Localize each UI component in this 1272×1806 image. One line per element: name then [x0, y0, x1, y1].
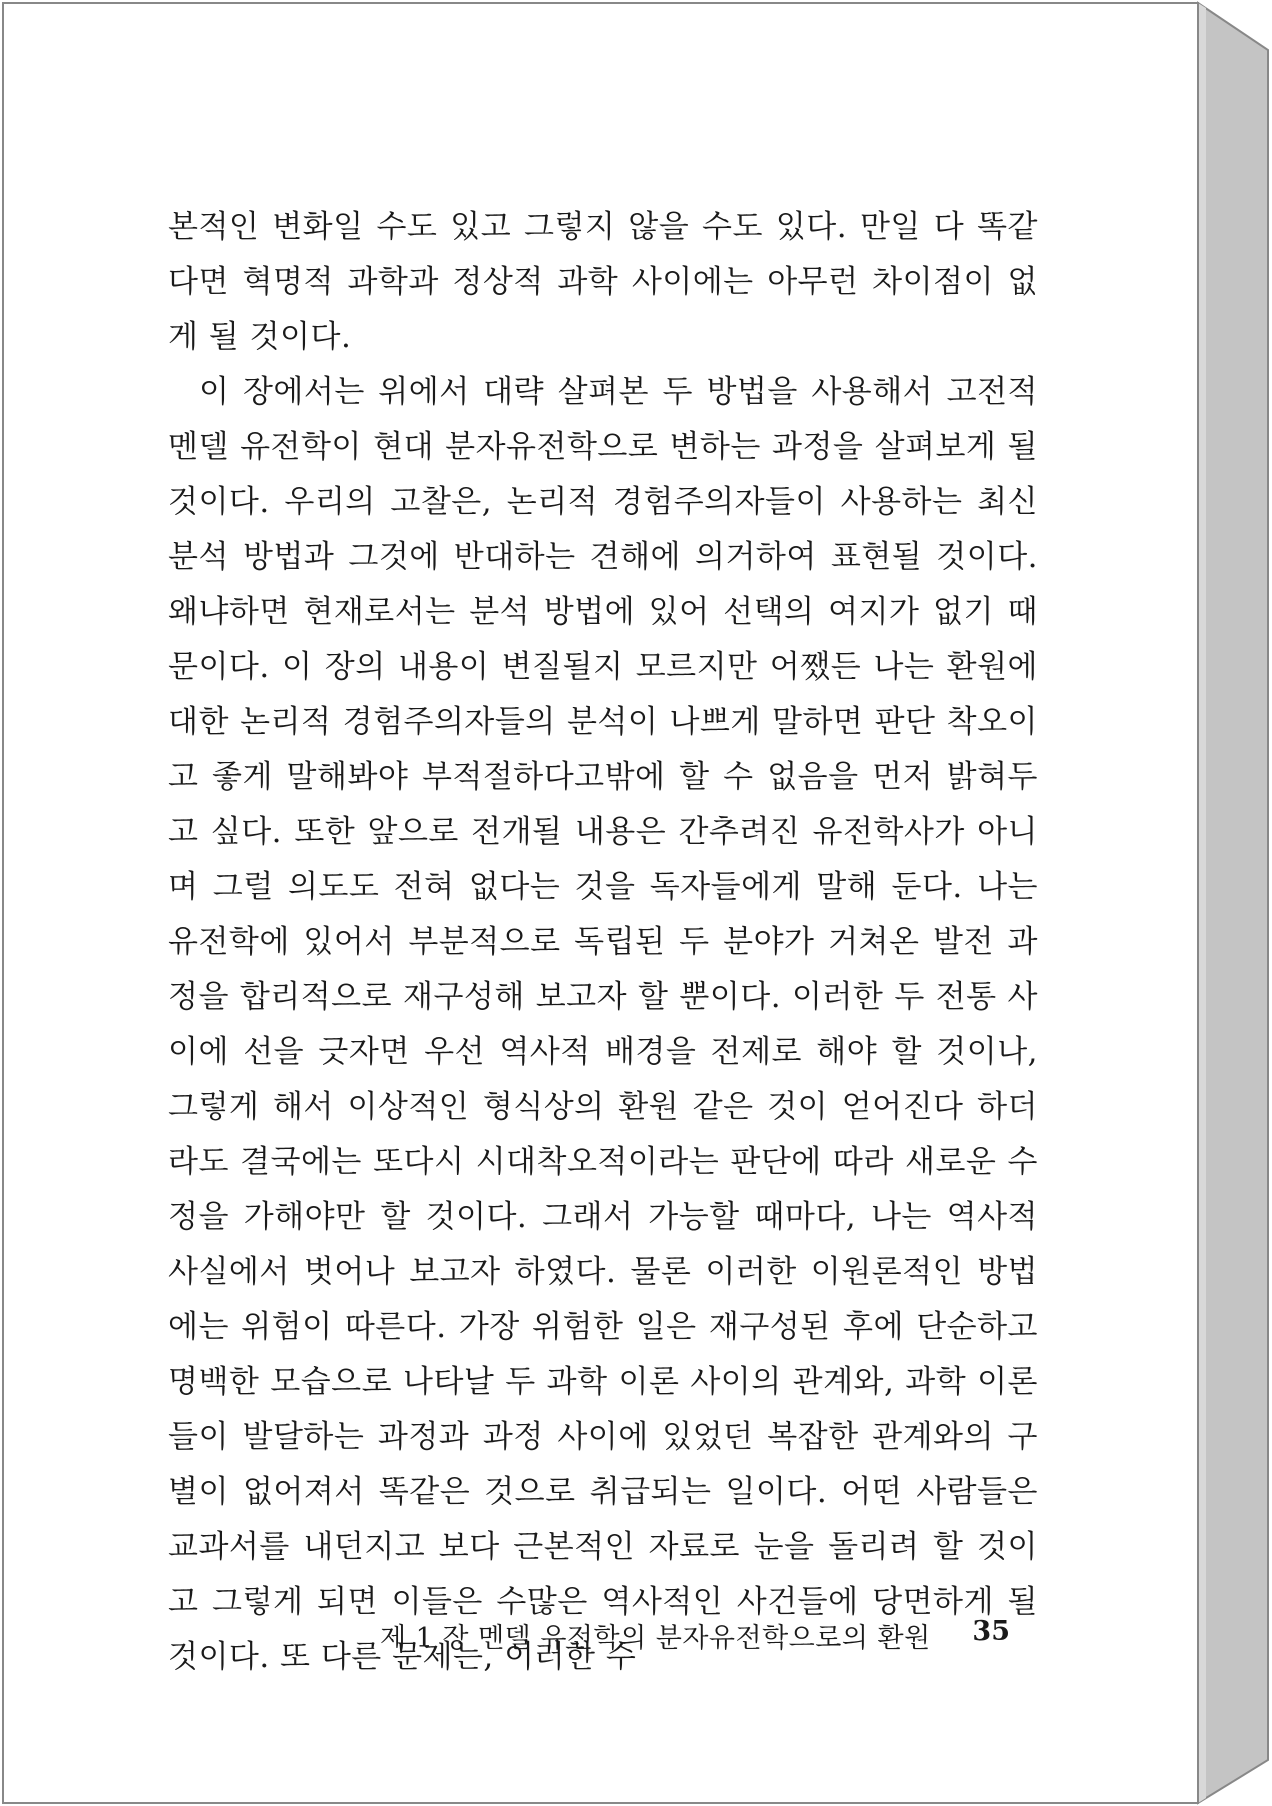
running-footer: [380, 1616, 1020, 1655]
page-body-text: [168, 200, 1038, 1685]
paragraph: 본적인 변화일 수도 있고 그렇지 않을 수도 있다. 만일 다 똑같다면 혁명적 과학과 정상적 과학 사이에는 아무런 차이점이 없게 될 것이다.: [168, 209, 1038, 355]
chapter-title: 제 1 장 멘델 유전학의 분자유전학으로의 환원: [380, 1623, 931, 1654]
page-number: 35: [972, 1616, 1010, 1647]
paragraph: 이 장에서는 위에서 대략 살펴본 두 방법을 사용해서 고전적 멘델 유전학이 현대 분자유전학으로 변하는 과정을 살펴보게 될 것이다. 우리의 고찰은, 논리적 경험주의자들이 사용하는 최신 분석 방법과 그것에 반대하는 견해에 의거하여 표현될 것이다. 왜냐하면 현재로서는 분석 방법에 있어 선택의 여지가 없기 때문이다. 이 장의 내용이 변질될지 모르지만 어쨌든 나는 환원에 대한 논리적 경험주의자들의 분석이 나쁘게 말하면 판단 착오이고 좋게 말해봐야 부적절하다고밖에 할 수 없음을 먼저 밝혀두고 싶다. 또한 앞으로 전개될 내용은 간추려진 유전학사가 아니며 그럴 의도도 전혀 없다는 것을 독자들에게 말해 둔다. 나는 유전학에 있어서 부분적으로 독립된 두 분야가 거쳐온 발전 과정을 합리적으로 재구성해 보고자 할 뿐이다. 이러한 두 전통 사이에 선을 긋자면 우선 역사적 배경을 전제로 해야 할 것이나, 그렇게 해서 이상적인 형식상의 환원 같은 것이 얻어진다 하더라도 결국에는 또다시 시대착오적이라는 판단에 따라 새로운 수정을 가해야만 할 것이다. 그래서 가능할 때마다, 나는 역사적 사실에서 벗어나 보고자 하였다. 물론 이러한 이원론적인 방법에는 위험이 따른다. 가장 위험한 일은 재구성된 후에 단순하고 명백한 모습으로 나타날 두 과학 이론 사이의 관계와, 과학 이론들이 발달하는 과정과 과정 사이에 있었던 복잡한 관계와의 구별이 없어져서 똑같은 것으로 취급되는 일이다. 어떤 사람들은 교과서를 내던지고 보다 근본적인 자료로 눈을 돌리려 할 것이고 그렇게 되면 이들은 수많은 역사적인 사건들에 당면하게 될 것이다. 또 다른 문제는, 이러한 수: [168, 374, 1038, 1675]
